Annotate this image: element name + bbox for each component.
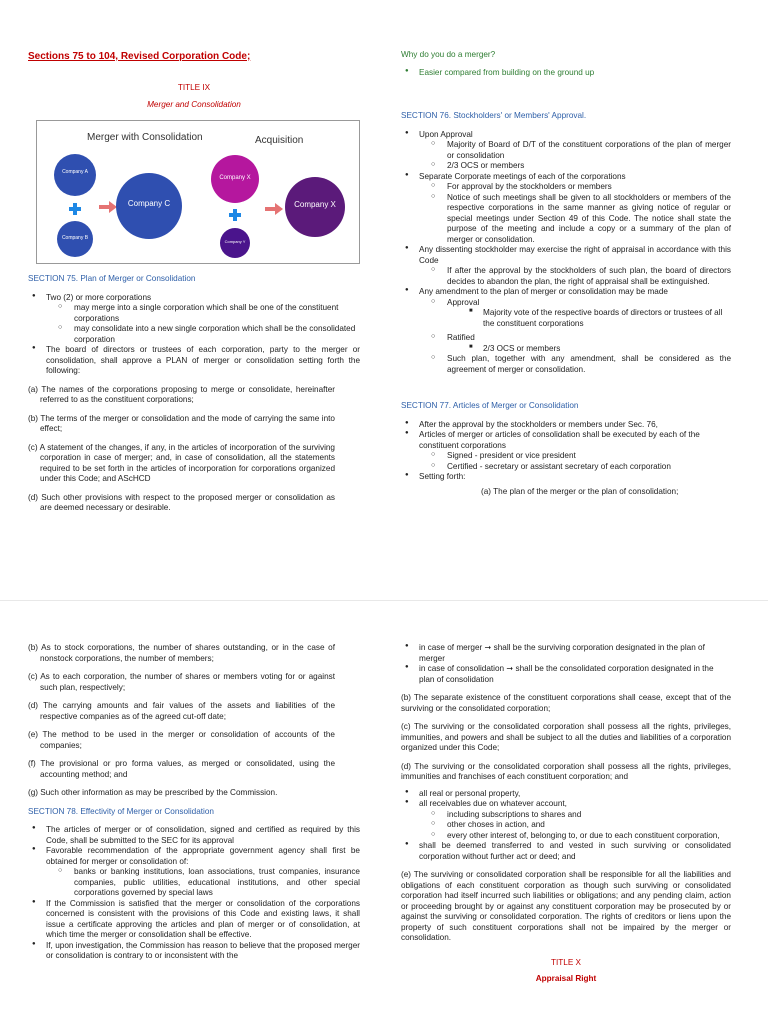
surviving-corp-list	[401, 643, 731, 685]
merger-diagram-svg	[37, 121, 359, 263]
section-75-list	[28, 293, 360, 377]
list-item: ● Easier compared from building on the ground up	[401, 68, 731, 79]
company-c-label: Company C	[127, 199, 171, 208]
item-g: (g) Such other information as may be prescribed by the Commission.	[28, 788, 278, 797]
list-item: ○ Signed - president or vice president	[401, 451, 731, 462]
list-item: ● all receivables due on whatever account,	[401, 799, 731, 810]
section-78-list	[28, 825, 360, 962]
left-column-bottom	[28, 643, 360, 962]
section-75-title: SECTION 75. Plan of Merger or Consolidation	[28, 274, 196, 283]
company-y-label: Company Y	[224, 239, 246, 244]
item-f: (f) The provisional or pro forma values, as merged or consolidated, using the accounting method; and	[28, 759, 335, 779]
item-d: (d) The carrying amounts and fair values of the assets and liabilities of the respective companies as of the agreed cut-off date;	[28, 701, 335, 721]
title-x: TITLE X	[550, 957, 582, 967]
company-x-small-label: Company X	[219, 175, 251, 181]
effect-d-list	[401, 789, 731, 863]
list-item: ○ banks or banking institutions, loan associations, trust companies, insurance companies, public utilities, educational institutions, and other special corporations governed by special laws	[28, 867, 360, 899]
diagram-label-merger: Merger with Consolidation	[87, 132, 203, 143]
list-item: ○ For approval by the stockholders or members	[401, 182, 731, 193]
arrow-right-icon-2	[265, 203, 283, 215]
arrow-right-icon	[99, 201, 117, 213]
section-75-items	[28, 385, 360, 514]
title-x-subtitle: Appraisal Right	[535, 974, 597, 983]
list-item: ● Any dissenting stockholder may exercise the right of appraisal in accordance with this Code	[401, 245, 731, 266]
list-item: ● shall be deemed transferred to and vested in such surviving or consolidated corporation without further act or deed; and	[401, 841, 731, 862]
section-77-item-a: (a) The plan of the merger or the plan of consolidation;	[481, 486, 679, 496]
why-merger-question: Why do you do a merger?	[401, 50, 496, 59]
list-item: ○ may consolidate into a new single corporation which shall be the consolidated corporation	[28, 324, 360, 345]
left-column-top	[28, 51, 360, 111]
list-item: ● The articles of merger or of consolidation, signed and certified as required by this Code, shall be submitted to the SEC for its approval	[28, 825, 360, 846]
section-75	[28, 274, 360, 514]
effect-e: (e) The surviving or consolidated corporation shall be responsible for all the liabilities and obligations of each constituent corporation as though such surviving or consolidated corporation had itself incurred such liabilities or obligations; and any pending claim, action or proceeding brought by or against any constituent corporation may be prosecuted by or against the surviving or consolidated corporation. The rights of creditors or liens upon the property of such constituent corporations shall not be impaired by the merger or consolidation.	[401, 870, 731, 942]
company-a-label: Company A	[62, 169, 88, 175]
section-76-list	[401, 130, 731, 376]
section-78-title: SECTION 78. Effectivity of Merger or Consolidation	[28, 806, 214, 816]
list-item: ○ Certified - secretary or assistant secretary of each corporation	[401, 462, 731, 473]
list-item: ○ Approval	[401, 298, 731, 309]
item-b: (b) The terms of the merger or consolidation and the mode of carrying the same into effect;	[28, 413, 335, 433]
list-item: ■ Majority vote of the respective boards of directors or trustees of all the constituent corporations	[401, 308, 731, 329]
list-item: ■ 2/3 OCS or members	[401, 344, 731, 355]
item-a: (a) The names of the corporations proposing to merge or consolidate, hereinafter referred to as the constituent corporations;	[28, 384, 335, 404]
list-item: ● If, upon investigation, the Commission has reason to believe that the proposed merger or consolidation is contrary to or inconsistent with the	[28, 941, 360, 962]
list-item: ○ including subscriptions to shares and	[401, 810, 731, 821]
list-item: ● Setting forth:	[401, 472, 731, 483]
title-ix-subtitle: Merger and Consolidation	[147, 100, 241, 110]
list-item: ○ If after the approval by the stockholders of such plan, the board of directors decides to abandon the plan, the right of appraisal shall be extinguished.	[401, 266, 731, 287]
right-column-bottom	[401, 643, 731, 985]
effect-b: (b) The separate existence of the constituent corporations shall cease, except that of the surviving or the consolidated corporation;	[401, 693, 731, 713]
list-item: ○ may merge into a single corporation which shall be one of the constituent corporations	[28, 303, 360, 324]
list-item: ○ 2/3 OCS or members	[401, 161, 731, 172]
right-column-top	[401, 50, 731, 497]
list-item: ○ Ratified	[401, 333, 731, 344]
why-list	[401, 68, 731, 79]
list-item: ○ every other interest of, belonging to, or due to each constituent corporation,	[401, 831, 731, 842]
item-c: (c) As to each corporation, the number of shares or members voting for or against such plan, respectively;	[28, 672, 335, 692]
effect-c: (c) The surviving or the consolidated corporation shall possess all the rights, privileges, immunities, and powers and shall be subject to all the duties and liabilities of a corporation organized under this Code;	[401, 722, 731, 752]
plus-icon-vertical	[73, 203, 77, 215]
title-ix: TITLE IX	[177, 82, 211, 92]
section-77-list	[401, 420, 731, 483]
item-e: (e) The method to be used in the merger or consolidation of accounts of the companies;	[28, 730, 335, 750]
company-b-label: Company B	[61, 235, 89, 241]
list-item: ● Any amendment to the plan of merger or consolidation may be made	[401, 287, 731, 298]
merger-diagram	[36, 120, 360, 264]
list-item: ● in case of merger ➞ shall be the surviving corporation designated in the plan of merger	[401, 643, 731, 664]
item-c: (c) A statement of the changes, if any, in the articles of incorporation of the surviving corporation in case of merger; and, in case of consolidation, all the statements required to be set forth in the articles of incorporation for corporations organized under this Code; and AScHCD	[28, 442, 335, 483]
list-item: ○ Majority of Board of D/T of the constituent corporations of the plan of merger or consolidation	[401, 140, 731, 161]
company-a-circle	[54, 154, 96, 196]
company-x-big-label: Company X	[294, 200, 336, 209]
page-divider	[0, 600, 768, 601]
list-item: ● Favorable recommendation of the appropriate government agency shall first be obtained for merger or consolidation of:	[28, 846, 360, 867]
list-item: ● Separate Corporate meetings of each of the corporations	[401, 172, 731, 183]
section-77-title: SECTION 77. Articles of Merger or Consolidation	[401, 401, 579, 410]
list-item: ○ Such plan, together with any amendment, shall be considered as the agreement of merger or consolidation.	[401, 354, 731, 375]
list-item: ● Two (2) or more corporations	[28, 293, 360, 304]
item-b: (b) As to stock corporations, the number of shares outstanding, or in the case of nonstock corporations, the number of members;	[28, 643, 335, 663]
list-item: ● The board of directors or trustees of each corporation, party to the merger or consolidation, shall approve a PLAN of merger or consolidation setting forth the following:	[28, 345, 360, 377]
plus-icon-2-vertical	[233, 209, 237, 221]
list-item: ○ other choses in action, and	[401, 820, 731, 831]
effect-d: (d) The surviving or the consolidated corporation shall possess all the rights, privileges, immunities and franchises of each constituent corporation; and	[401, 761, 731, 781]
list-item: ● Articles of merger or articles of consolidation shall be executed by each of the constituent corporations	[401, 430, 731, 451]
list-item: ● all real or personal property,	[401, 789, 731, 800]
item-d: (d) Such other provisions with respect to the proposed merger or consolidation as are deemed necessary or desirable.	[28, 492, 335, 512]
list-item: ● in case of consolidation ➞ shall be the consolidated corporation designated in the plan of consolidation	[401, 664, 731, 685]
list-item: ● Upon Approval	[401, 130, 731, 141]
section-76-title: SECTION 76. Stockholders' or Members' Approval.	[401, 111, 587, 120]
list-item: ● If the Commission is satisfied that the merger or consolidation of the corporations concerned is consistent with the provisions of this Code and existing laws, it shall issue a certificate approving the articles and plan of merger or of consolidation, at which time the merger or consolidation shall be effective.	[28, 899, 360, 941]
document-header: Sections 75 to 104, Revised Corporation Code;	[28, 51, 251, 62]
list-item: ● After the approval by the stockholders or members under Sec. 76,	[401, 420, 731, 431]
diagram-label-acquisition: Acquisition	[255, 135, 304, 146]
list-item: ○ Notice of such meetings shall be given to all stockholders or members of the respective corporations in the same manner as giving notice of regular or special meetings under Section 49 of this Code. The notice shall state the purpose of the meeting and include a copy or a summary of the plan of merger or consolidation.	[401, 193, 731, 246]
